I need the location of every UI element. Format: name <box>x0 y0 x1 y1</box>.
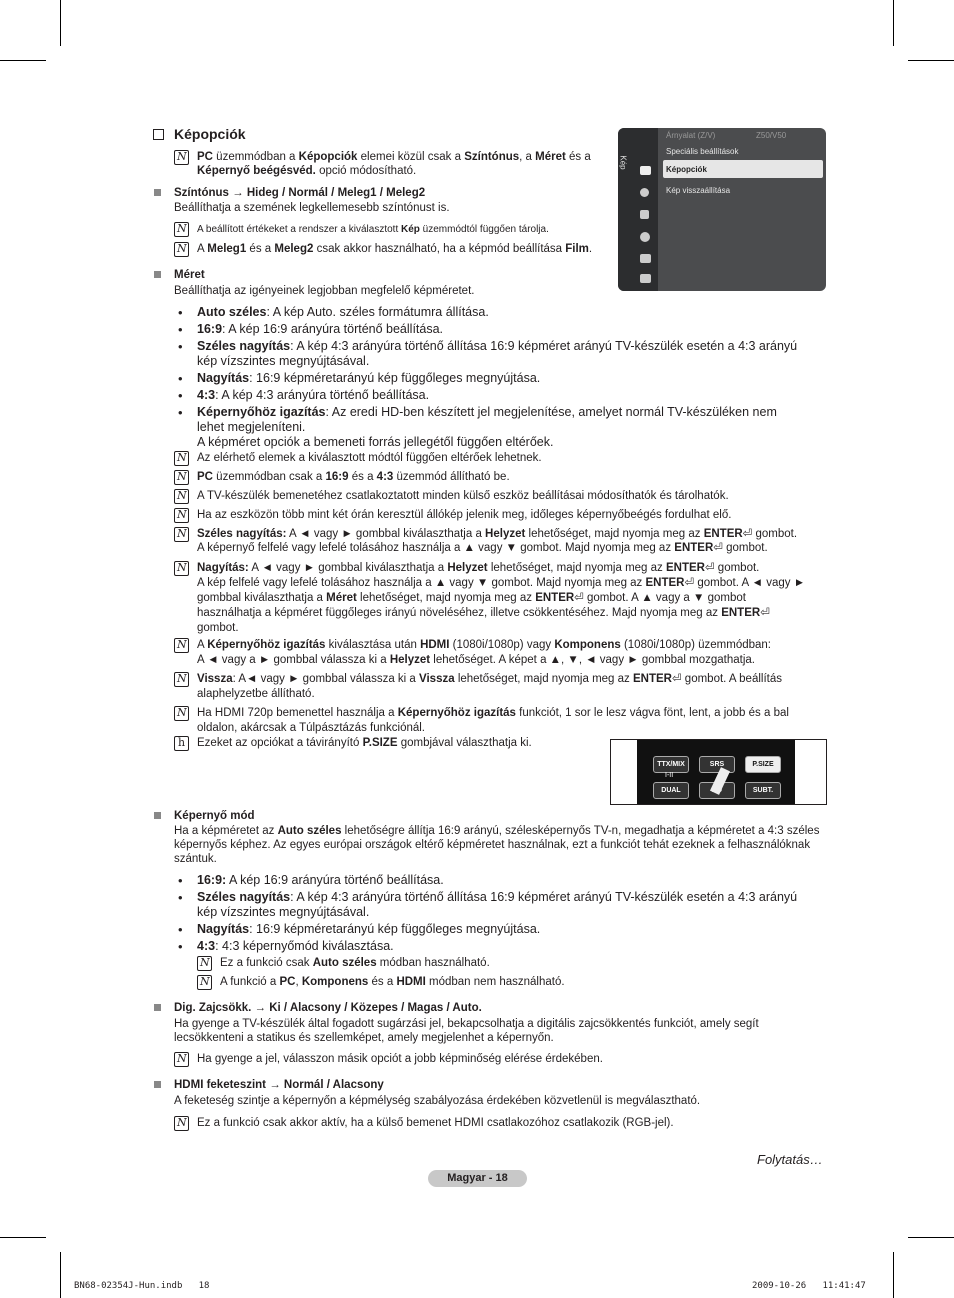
note-icon <box>174 470 189 485</box>
note-icon <box>174 451 189 466</box>
kepernyo-mod-bullets: • 16:9: A kép 16:9 arányúra történő beállítása. • Széles nagyítás: A kép 4:3 arányúra történő állítása 16:9 képméret arányú TV-készülék esetén a 4:3 arányú kép vízszintes megnyújtásával. • Nagyítás: 16:9 képméretarányú kép függőleges megnyújtása. • 4:3: 4:3 képernyőmód kiválasztása. <box>178 873 798 954</box>
dig-heading: Dig. Zajcsökk. → Ki / Alacsony / Közepes / Magas / Auto. <box>174 1002 482 1014</box>
meret-bullets: • Auto széles: A kép Auto. széles formátumra állítása. • 16:9: A kép 16:9 arányúra történő beállítása. • Széles nagyítás: A kép 4:3 arányúra történő állítása 16:9 képméret arányú TV-készülék esetén a 4:3 arányú kép vízszintes megnyújtásával. • Nagyítás: 16:9 képméretarányú kép függőleges megnyújtása. • 4:3: A kép 4:3 arányúra történő beállítása. • Képernyőhöz igazítás: Az eredi HD-ben készített jel megjelenítése, amelyet normál TV-készüléken nem lehet megjeleníteni. A képméret opciók a bemeneti forrás jellegétől függően eltérőek. <box>174 305 834 450</box>
enter-icon: ⏎ <box>704 562 715 574</box>
dig-desc: Ha gyenge a TV-készülék által fogadott sugárzási jel, bekapcsolhatja a digitális zajcsökkentés funkciót, amely segít lecsökkenteni a statikus és szellemképet, amely megjelenhet a képernyőn. <box>174 1018 759 1044</box>
square-bullet <box>154 812 161 819</box>
checkbox-icon <box>153 129 164 140</box>
meret-note-szeles: Széles nagyítás: A ◄ vagy ► gombbal kiválaszthatja a Helyzet lehetőséget, majd nyomja meg az ENTER⏎ gombot. A képernyő felfelé vagy lefelé tolásához használja a ▲ vagy ▼ gombot. Majd nyomja meg az ENTER⏎ gombot. <box>197 528 798 554</box>
szintonus-note: A Meleg1 és a Meleg2 csak akkor használható, ha a képmód beállítása Film. <box>197 243 593 255</box>
menu-row: Kép visszaállítása <box>666 186 731 195</box>
meret-note-kepernyo: A Képernyőhöz igazítás kiválasztása után HDMI (1080i/1080p) vagy Komponens (1080i/1080p) üzemmódban: A ◄ vagy a ► gombbal válassza ki a Helyzet lehetőséget. A képet a ▲, ▼, ◄ vagy ► gombbal mozgathatja. <box>197 639 772 666</box>
enter-icon: ⏎ <box>742 528 753 540</box>
enter-icon: ⏎ <box>684 577 695 589</box>
note-icon <box>174 508 189 523</box>
enter-icon: ⏎ <box>671 673 682 685</box>
crop-mark <box>0 60 46 61</box>
intro-note: PC üzemmódban a Képopciók elemei közül csak a Színtónus, a Méret és a Képernyő beégésvéd. opció módosítható. <box>197 151 591 177</box>
print-slug-right: 2009-10-26 11:41:47 <box>752 1281 866 1291</box>
menu-sidebar <box>618 128 658 291</box>
square-bullet <box>154 1004 161 1011</box>
meret-note-nagyitas: Nagyítás: A ◄ vagy ► gombbal kiválaszthatja a Helyzet lehetőséget, majd nyomja meg az ENTER⏎ gombot. A kép felfelé vagy lefelé tolásához használja a ▲ vagy ▼ gombot. Majd nyomja meg az ENTER⏎ gombot. A ◄ vagy ► gombbal kiválaszthatja a Méret lehetőséget, majd nyomja meg az ENTER⏎ gombot. A ▲ vagy a ▼ gombot használhatja a képméret függőleges irányú növeléséhez, illetve csökkentéséhez. Majd nyomja meg az ENTER⏎ gombot. <box>197 562 806 634</box>
note-icon <box>174 638 189 653</box>
psize-button: P.SIZE <box>745 756 781 773</box>
szintonus-heading: Színtónus → Hideg / Normál / Meleg1 / Meleg2 <box>174 187 426 199</box>
menu-row: Árnyalat (Z/V) <box>666 131 716 140</box>
meret-heading: Méret <box>174 269 205 281</box>
note-icon <box>174 561 189 576</box>
crop-mark <box>908 60 954 61</box>
note-icon <box>174 222 189 237</box>
hdmi-note: Ez a funkció csak akkor aktív, ha a külső bemenet HDMI csatlakozóhoz csatlakozik (RGB-jel). <box>197 1117 674 1129</box>
crop-mark <box>0 1237 46 1238</box>
enter-icon: ⏎ <box>713 542 723 554</box>
square-bullet <box>154 189 161 196</box>
dual-button: DUAL <box>653 782 689 799</box>
crop-mark <box>908 1237 954 1238</box>
enter-icon: ⏎ <box>574 592 584 604</box>
menu-row: Képopciók <box>666 165 707 174</box>
kepernyo-mod-note: A funkció a PC, Komponens és a HDMI módban nem használható. <box>220 976 565 988</box>
enter-icon: ⏎ <box>760 607 770 619</box>
dual-label: I-II <box>665 772 674 779</box>
subt-button: SUBT. <box>745 782 781 799</box>
menu-row: Speciális beállítások <box>666 147 739 156</box>
meret-note-hdmi720: Ha HDMI 720p bemenettel használja a Képernyőhöz igazítás funkciót, 1 sor le lesz vágva fönt, lent, a jobb és a bal oldalon, akárcsak a Túlpásztázás funkciónál. <box>197 707 789 734</box>
channel-icon <box>640 210 649 219</box>
sound-icon <box>640 188 649 197</box>
note-icon <box>174 706 189 721</box>
square-bullet <box>154 1081 161 1088</box>
remote-body <box>637 740 795 804</box>
dig-note: Ha gyenge a jel, válasszon másik opciót a jobb képminőség elérése érdekében. <box>197 1053 603 1065</box>
input-icon <box>640 254 651 263</box>
menu-row-value: Z50/V50 <box>756 131 787 140</box>
application-icon <box>640 274 651 283</box>
print-slug-left: BN68-02354J-Hun.indb 18 <box>74 1281 210 1291</box>
crop-mark <box>893 0 894 46</box>
section-title: Képopciók <box>174 126 246 142</box>
setup-icon <box>640 232 650 242</box>
note-icon <box>174 1052 189 1067</box>
menu-side-label: Kép <box>618 155 628 170</box>
szintonus-note: A beállított értékeket a rendszer a kiválasztott Kép üzemmódtól függően tárolja. <box>197 224 549 235</box>
note-icon <box>174 1116 189 1131</box>
meret-note: Az elérhető elemek a kiválasztott módtól függően eltérőek lehetnek. <box>197 452 542 464</box>
tip-icon <box>174 736 189 751</box>
meret-note: A TV-készülék bemenetéhez csatlakoztatott minden külső eszköz beállításai módosíthatók és tárolhatók. <box>197 490 729 502</box>
kepernyo-mod-note: Ez a funkció csak Auto széles módban használható. <box>220 957 490 969</box>
meret-after: A képméret opciók a bemeneti forrás jellegétől függően eltérőek. <box>197 435 554 449</box>
note-icon <box>174 489 189 504</box>
meret-desc: Beállíthatja az igényeinek legjobban megfelelő képméretet. <box>174 285 475 297</box>
hdmi-desc: A feketeség szintje a képernyőn a képmélység szabályozása érdekében közvetlenül is megválasztható. <box>174 1095 701 1107</box>
ttx-mix-button: TTX/MIX <box>653 756 689 773</box>
note-icon <box>174 672 189 687</box>
note-icon <box>197 956 212 971</box>
note-icon <box>197 975 212 990</box>
picture-icon <box>640 166 651 175</box>
kepernyo-mod-heading: Képernyő mód <box>174 810 255 822</box>
hdmi-heading: HDMI feketeszint → Normál / Alacsony <box>174 1079 384 1091</box>
remote-illustration <box>610 739 827 805</box>
meret-note-vissza: Vissza: A◄ vagy ► gombbal válassza ki a Vissza lehetőséget, majd nyomja meg az ENTER⏎ gombot. A beállítás alaphelyzetbe állítható. <box>197 673 782 700</box>
crop-mark <box>893 1252 894 1298</box>
meret-note: Ha az eszközön több mint két órán keresztül állókép jelenik meg, időleges képernyőbeégés fordulhat elő. <box>197 509 732 521</box>
continued-label: Folytatás… <box>757 1152 823 1167</box>
tv-menu-screenshot <box>618 128 826 291</box>
srs-button: SRS <box>699 756 735 773</box>
note-icon <box>174 242 189 257</box>
meret-tip: Ezeket az opciókat a távirányító P.SIZE gombjával választhatja ki. <box>197 737 532 749</box>
crop-mark <box>60 0 61 46</box>
meret-note-pc: PC üzemmódban csak a 16:9 és a 4:3 üzemmód állítható be. <box>197 471 510 483</box>
page-number-badge: Magyar - 18 <box>428 1170 527 1187</box>
kepernyo-mod-desc: Ha a képméretet az Auto széles lehetőségre állítja 16:9 arányú, szélesképernyős TV-n, megadhatja a képméretet a 4:3 széles képernyős képhez. Az egyes európai országok eltérő képméretet használnak, ezt a funkciót tehát ezeknek a felhasználóknak szántuk. <box>174 825 820 865</box>
square-bullet <box>154 271 161 278</box>
note-icon <box>174 150 189 165</box>
note-icon <box>174 527 189 542</box>
crop-mark <box>60 1252 61 1298</box>
szintonus-desc: Beállíthatja a szemének legkellemesebb színtónust is. <box>174 202 450 214</box>
